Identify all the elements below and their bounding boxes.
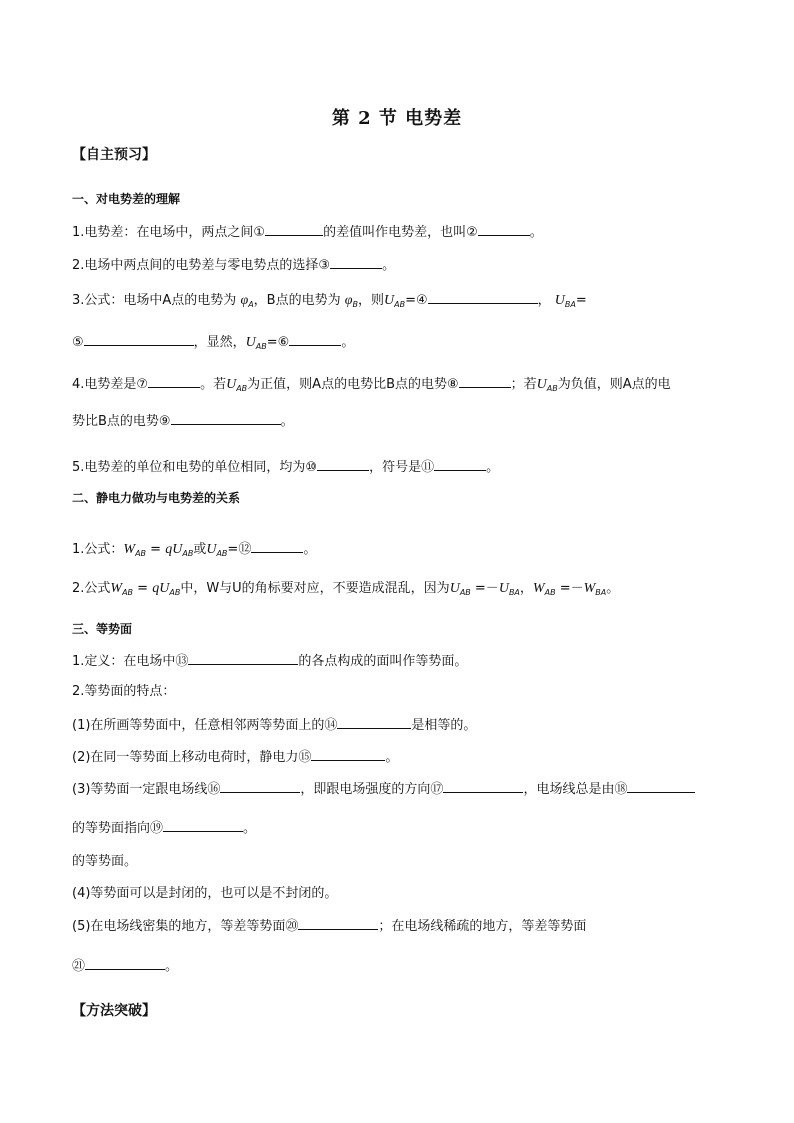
- u-symbol: U: [498, 581, 509, 596]
- text: 或: [193, 542, 207, 557]
- text: =④: [405, 293, 428, 308]
- text: 。: [341, 335, 355, 350]
- text: ；若: [510, 377, 537, 392]
- answer-blank-7[interactable]: [148, 374, 200, 388]
- item-3-2-5-cont: [72, 956, 178, 976]
- text: 。: [303, 542, 317, 557]
- item-2-2: [72, 580, 619, 602]
- item-3-2-3: [72, 779, 695, 799]
- answer-blank-6[interactable]: [289, 332, 341, 346]
- q-symbol: q: [165, 542, 173, 557]
- equals-negative: =－: [555, 581, 584, 596]
- item-1-5: [72, 457, 499, 477]
- w-symbol: W: [532, 581, 545, 596]
- u-symbol: U: [206, 542, 217, 557]
- page-title: 第 2 节 电势差: [331, 108, 463, 129]
- text: 的等势面指向⑲: [72, 821, 164, 836]
- text: 2.公式: [72, 581, 111, 596]
- text: 为正值，则A点的电势比B点的电势⑧: [247, 377, 459, 392]
- item-3-1: [72, 651, 467, 671]
- item-3-2-1: [72, 715, 476, 735]
- text: 是相等的。: [411, 718, 477, 733]
- equals: =: [146, 542, 166, 557]
- text: 3.公式：电场中A点的电势为: [72, 293, 237, 308]
- text: 势比B点的电势⑨: [72, 414, 171, 429]
- answer-blank-20[interactable]: [298, 916, 378, 930]
- text: ，显然，: [193, 335, 246, 350]
- text: 为负值，则A点的电: [557, 377, 671, 392]
- subscript: AB: [135, 549, 147, 558]
- part2-heading: 二、静电力做功与电势差的关系: [72, 491, 241, 505]
- equals: =: [133, 581, 153, 596]
- answer-blank-11[interactable]: [434, 457, 486, 471]
- item-3-2-5: [72, 916, 586, 936]
- q-symbol: q: [152, 581, 160, 596]
- subscript: AB: [459, 588, 471, 597]
- answer-blank-3[interactable]: [330, 255, 382, 269]
- text: 。: [382, 258, 396, 273]
- text: 的差值叫作电势差，也叫②: [323, 225, 478, 240]
- u-symbol: U: [159, 581, 170, 596]
- text: 1.定义：在电场中⑬: [72, 654, 189, 669]
- item-2-1: [72, 539, 316, 563]
- text: 1.公式：: [72, 542, 124, 557]
- text: 。: [165, 959, 179, 974]
- text: ㉑: [72, 959, 86, 974]
- text: 4.电势差是⑦: [72, 377, 149, 392]
- u-symbol: U: [226, 377, 237, 392]
- subscript: BA: [595, 588, 607, 597]
- phi-symbol: φ: [240, 293, 249, 308]
- text: (1)在所画等势面中，任意相邻两等势面上的⑭: [72, 718, 338, 733]
- answer-blank-12[interactable]: [251, 539, 303, 553]
- text: =: [575, 293, 587, 308]
- u-symbol: U: [554, 293, 565, 308]
- answer-blank-18[interactable]: [627, 779, 695, 793]
- text: 。若: [200, 377, 227, 392]
- section-preview-heading: 【自主预习】: [72, 147, 156, 163]
- u-symbol: U: [449, 581, 460, 596]
- text: 。: [606, 581, 620, 596]
- answer-blank-10[interactable]: [317, 457, 369, 471]
- text: 中，W与U的角标要对应，不要造成混乱，因为: [180, 581, 450, 596]
- item-3-2-3-cont: [72, 818, 256, 838]
- text: 5.电势差的单位和电势的单位相同，均为⑩: [72, 460, 318, 475]
- item-1-4: [72, 374, 671, 398]
- answer-blank-15[interactable]: [311, 747, 385, 761]
- text: 。: [243, 821, 257, 836]
- text: 2.电场中两点间的电势差与零电势点的选择③: [72, 258, 331, 273]
- w-symbol: W: [123, 542, 136, 557]
- text: 的各点构成的面叫作等势面。: [298, 654, 468, 669]
- subscript: BA: [564, 300, 576, 309]
- text: ⑤: [72, 335, 84, 350]
- answer-blank-17[interactable]: [443, 779, 523, 793]
- text: ，即跟电场强度的方向⑰: [300, 782, 444, 797]
- text: ，: [537, 293, 551, 308]
- subscript: AB: [255, 342, 267, 351]
- item-1-3: [72, 290, 587, 314]
- item-3-2: 2.等势面的特点：: [72, 684, 176, 699]
- item-3-2-3-tail: 的等势面。: [72, 854, 138, 869]
- item-1-4-cont: [72, 411, 294, 431]
- subscript: AB: [216, 549, 228, 558]
- text: (5)在电场线密集的地方，等差等势面⑳: [72, 919, 299, 934]
- subscript: BA: [508, 588, 520, 597]
- text: ；在电场线稀疏的地方，等差等势面: [378, 919, 587, 934]
- subscript: B: [352, 300, 358, 309]
- phi-symbol: φ: [344, 293, 353, 308]
- text: 。: [529, 225, 543, 240]
- text: (2)在同一等势面上移动电荷时，静电力⑮: [72, 750, 312, 765]
- text: =⑥: [266, 335, 290, 350]
- section-method-heading: 【方法突破】: [72, 1003, 156, 1019]
- text: ，: [519, 581, 533, 596]
- subscript: AB: [546, 384, 558, 393]
- item-3-2-4: (4)等势面可以是封闭的，也可以是不封闭的。: [72, 886, 338, 901]
- subscript: AB: [544, 588, 556, 597]
- part1-heading: 一、对电势差的理解: [72, 192, 181, 206]
- equals-negative: =－: [470, 581, 499, 596]
- text: 。: [385, 750, 399, 765]
- answer-blank-5[interactable]: [84, 332, 194, 346]
- answer-blank-13[interactable]: [188, 651, 298, 665]
- u-symbol: U: [245, 335, 256, 350]
- item-1-1: [72, 222, 543, 242]
- u-symbol: U: [384, 293, 395, 308]
- subscript: AB: [122, 588, 134, 597]
- text: =⑫: [227, 542, 252, 557]
- w-symbol: W: [110, 581, 123, 596]
- text: 。: [486, 460, 500, 475]
- u-symbol: U: [172, 542, 183, 557]
- item-1-3-cont: [72, 332, 354, 356]
- answer-blank-14[interactable]: [337, 715, 411, 729]
- answer-blank-16[interactable]: [220, 779, 300, 793]
- answer-blank-8[interactable]: [459, 374, 511, 388]
- answer-blank-19[interactable]: [163, 818, 243, 832]
- text: 1.电势差：在电场中，两点之间①: [72, 225, 266, 240]
- answer-blank-21[interactable]: [85, 956, 165, 970]
- text: ，符号是⑪: [369, 460, 435, 475]
- item-1-2: [72, 255, 395, 275]
- answer-blank-9[interactable]: [171, 411, 281, 425]
- answer-blank-1[interactable]: [265, 222, 323, 236]
- item-3-2-2: [72, 747, 398, 767]
- text: 。: [280, 414, 294, 429]
- answer-blank-4[interactable]: [428, 290, 538, 304]
- subscript: A: [248, 300, 254, 309]
- answer-blank-2[interactable]: [478, 222, 530, 236]
- u-symbol: U: [536, 377, 547, 392]
- part3-heading: 三、等势面: [72, 622, 133, 636]
- text: ，B点的电势为: [253, 293, 341, 308]
- subscript: AB: [236, 384, 248, 393]
- text: ，电场线总是由⑱: [523, 782, 628, 797]
- subscript: AB: [169, 588, 181, 597]
- subscript: AB: [182, 549, 194, 558]
- text: ，则: [357, 293, 384, 308]
- text: (3)等势面一定跟电场线⑯: [72, 782, 221, 797]
- w-symbol: W: [583, 581, 596, 596]
- subscript: AB: [394, 300, 406, 309]
